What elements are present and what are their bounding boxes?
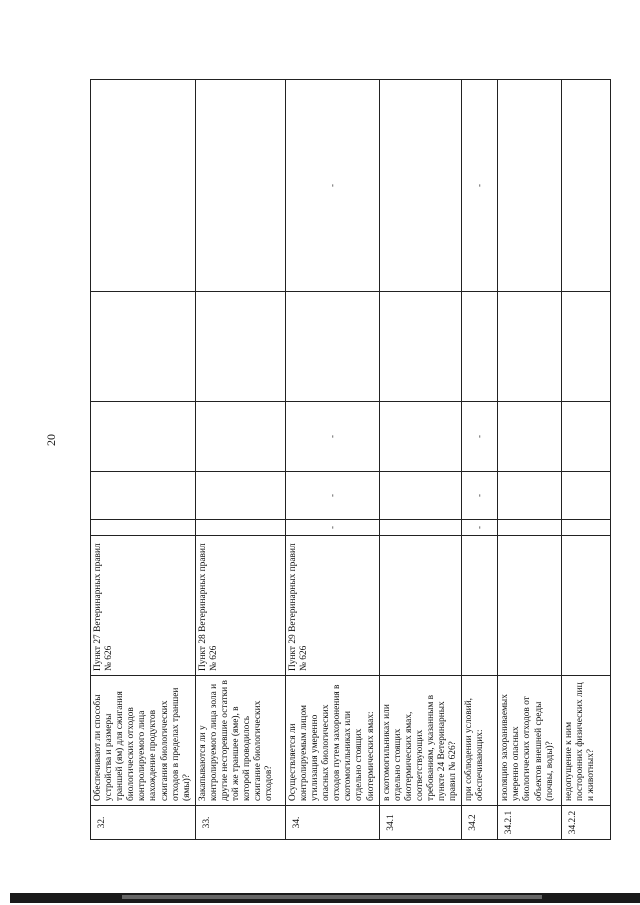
row-number: 34.1 [379,806,462,840]
scan-edge-highlight [122,895,542,899]
row-question: при соблюдении условий, обеспечивающих: [462,676,498,806]
mark-cell [91,520,196,536]
row-number: 34. [285,806,379,840]
mark-cell: - [285,402,379,472]
row-reference [379,536,462,676]
row-reference: Пункт 27 Ветеринарных правил № 626 [91,536,196,676]
mark-cell [91,80,196,292]
mark-cell [462,292,498,402]
mark-cell [379,80,462,292]
row-reference [498,536,562,676]
row-number: 34.2 [462,806,498,840]
mark-cell [562,80,611,292]
mark-cell [285,292,379,402]
table-row [498,80,562,840]
row-question: недопущение к ним посторонних физических лиц и животных? [562,676,611,806]
table-row [195,80,285,840]
mark-cell [562,292,611,402]
mark-cell [91,292,196,402]
table-row [562,80,611,840]
row-question: изоляцию захораниваемых умеренно опасных биологических отходов от объектов внешней среды (почвы, воды)? [498,676,562,806]
mark-cell: - [285,520,379,536]
mark-cell [379,472,462,520]
mark-cell [498,292,562,402]
row-number: 34.2.2 [562,806,611,840]
table-row [91,80,196,840]
mark-cell [562,472,611,520]
mark-cell [379,402,462,472]
mark-cell [379,520,462,536]
mark-cell [195,80,285,292]
mark-cell: - [462,472,498,520]
row-number: 33. [195,806,285,840]
mark-cell [498,520,562,536]
mark-cell [91,402,196,472]
row-question: Обеспечивают ли способы устройства и размеры траншей (ям) для сжигания биологических отходов контролируемого лица нахождение продуктов сжигания биологических отходов в пределах траншеи (ямы)? [91,676,196,806]
rotated-table-wrapper [90,80,597,840]
mark-cell [498,80,562,292]
table-row [379,80,462,840]
mark-cell [195,402,285,472]
mark-cell [562,402,611,472]
mark-cell [379,292,462,402]
row-reference [462,536,498,676]
row-question: Закапываются ли у контролируемого лица зола и другие несгоревшие остатки в той же траншее (яме), в которой проводилось сжигание биологических отходов? [195,676,285,806]
row-number: 34.2.1 [498,806,562,840]
row-question: Осуществляется ли контролируемым лицом утилизация умеренно опасных биологических отходов путем захоронения в скотомогильниках или отдельно стоящих биотермических ямах: [285,676,379,806]
page-number: 20 [44,434,58,446]
checklist-table [90,79,611,840]
row-reference [562,536,611,676]
mark-cell [91,472,196,520]
mark-cell [498,472,562,520]
mark-cell [562,520,611,536]
row-reference: Пункт 29 Ветеринарных правил № 626 [285,536,379,676]
mark-cell: - [285,472,379,520]
mark-cell [195,520,285,536]
mark-cell [498,402,562,472]
table-row [285,80,379,840]
mark-cell [195,472,285,520]
mark-cell: - [462,520,498,536]
table-row [462,80,498,840]
mark-cell: - [462,80,498,292]
row-question: в скотомогильниках или отдельно стоящих биотермических ямах, соответствующих требованиям, указанным в пункте 24 Ветеринарных правил № 626? [379,676,462,806]
row-number: 32. [91,806,196,840]
mark-cell: - [285,80,379,292]
mark-cell [195,292,285,402]
mark-cell: - [462,402,498,472]
row-reference: Пункт 28 Ветеринарных правил № 626 [195,536,285,676]
